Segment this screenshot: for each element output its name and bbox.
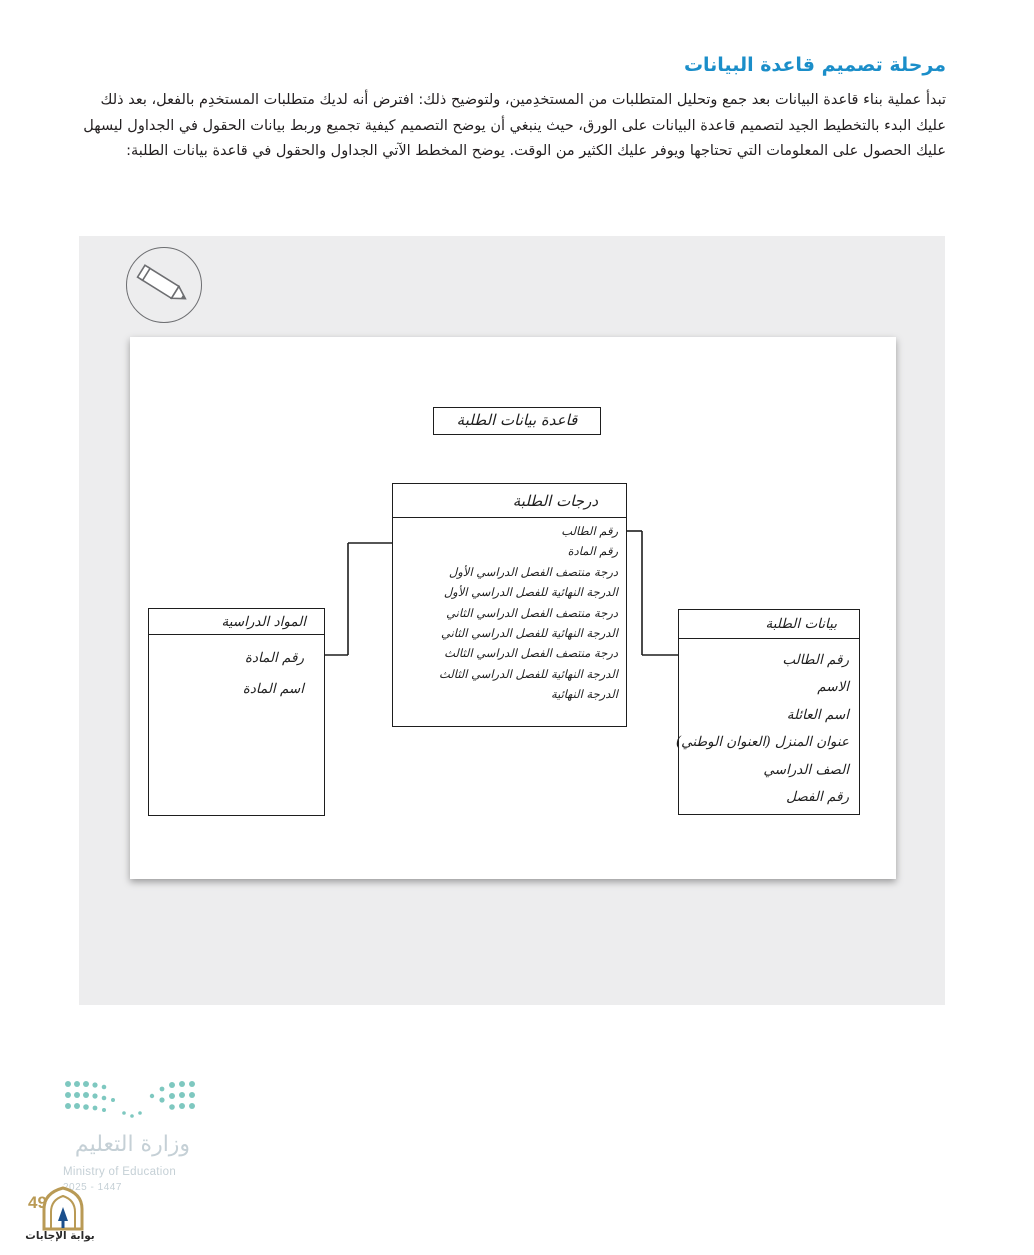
ministry-name-arabic: وزارة التعليم — [74, 1132, 191, 1157]
grades-field: الدرجة النهائية للفصل الدراسي الأول — [443, 585, 618, 600]
students-table-title: بيانات الطلبة — [679, 610, 859, 639]
pencil-icon — [126, 247, 202, 323]
subjects-table-title: المواد الدراسية — [149, 609, 324, 635]
ministry-year: 2025 - 1447 — [63, 1182, 122, 1193]
subjects-field: اسم المادة — [242, 681, 304, 697]
ministry-logo — [60, 1076, 205, 1201]
ministry-name-english: Ministry of Education — [63, 1166, 177, 1178]
page-number: 49 — [28, 1193, 47, 1212]
students-field: عنوان المنزل (العنوان الوطني) — [675, 734, 849, 751]
diagram-paper — [130, 337, 896, 879]
students-field: اسم العائلة — [786, 706, 849, 723]
grades-field: الدرجة النهائية — [550, 687, 618, 702]
grades-field: درجة منتصف الفصل الدراسي الأول — [448, 564, 618, 579]
subjects-field: رقم المادة — [244, 650, 304, 666]
database-title: قاعدة بيانات الطلبة — [433, 407, 601, 435]
grades-field: الدرجة النهائية للفصل الدراسي الثالث — [439, 666, 618, 681]
students-field: الصف الدراسي — [763, 761, 849, 778]
grades-field: درجة منتصف الفصل الدراسي الثالث — [444, 646, 618, 661]
students-field: رقم الطالب — [782, 652, 849, 668]
grades-table — [392, 483, 627, 727]
grades-field: درجة منتصف الفصل الدراسي الثاني — [446, 605, 618, 620]
subjects-table — [148, 608, 325, 816]
mosque-logo-icon — [38, 1185, 88, 1231]
figure-panel — [79, 236, 945, 1005]
intro-paragraph: تبدأ عملية بناء قاعدة البيانات بعد جمع وتحليل المتطلبات من المستخدِمين، ولتوضيح ذلك: افترض أنه لديك متطلبات المستخدِم بالفعل، بعد ذلك عليك البدء بالتخطيط الجيد لتصميم قاعدة البيانات على الورق، حيث ينبغي أن يوضح التصميم كيفية تجميع وربط بيانات الحقول في الجداول ليسهل عليك الحصول على المعلومات التي تحتاجها ويوفر عليك الكثير من الوقت. يوضح المخطط الآتي الجداول والحقول في قاعدة بيانات الطلبة: — [83, 92, 946, 159]
grades-table-title: درجات الطلبة — [393, 484, 626, 518]
students-field: رقم الفصل — [786, 789, 849, 806]
section-heading: مرحلة تصميم قاعدة البيانات — [683, 54, 946, 76]
ministry-dots-icon — [60, 1076, 205, 1132]
grades-field: رقم الطالب — [561, 524, 618, 538]
site-name: بوابة الإجابات — [25, 1230, 95, 1242]
students-field: الاسم — [817, 679, 849, 696]
students-table — [675, 609, 860, 815]
grades-field: رقم المادة — [567, 544, 618, 559]
grades-field: الدرجة النهائية للفصل الدراسي الثاني — [441, 626, 618, 641]
